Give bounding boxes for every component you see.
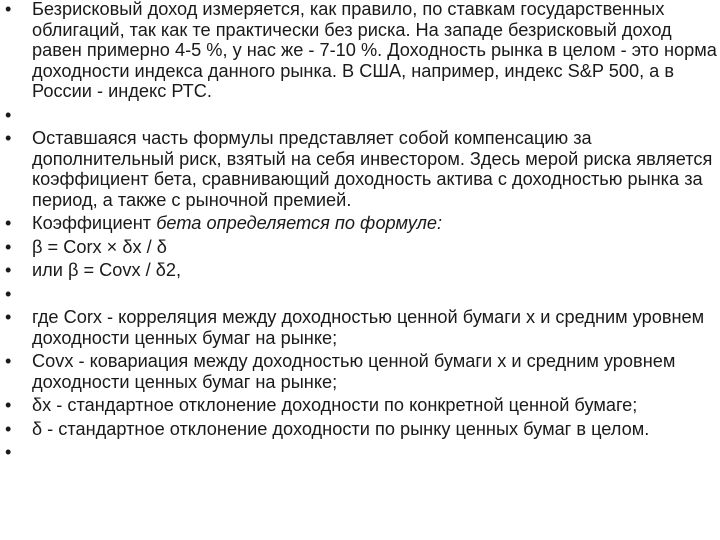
bullet-dot: •: [5, 213, 12, 233]
bullet-dot: •: [5, 128, 12, 148]
bullet-text: Covx - ковариация между доходностью ценной бумаги x и средним уровнем доходности ценных бумаг на рынке;: [32, 351, 676, 392]
bullet-list: [5, 0, 717, 466]
formula-text: или β = Covx / δ2,: [32, 260, 182, 280]
bullet-text: δ - стандартное отклонение доходности по рынку ценных бумаг в целом.: [32, 418, 650, 439]
bullet-dot: •: [5, 283, 12, 304]
bullet-text-italic: бета определяется по формуле:: [156, 213, 443, 233]
bullet-item-empty: [5, 105, 717, 126]
bullet-dot: •: [5, 395, 12, 415]
bullet-item-corx-definition: [5, 307, 717, 348]
bullet-dot: •: [5, 260, 12, 280]
bullet-dot: •: [5, 351, 12, 371]
bullet-text-regular: Коэффициент: [32, 213, 157, 233]
bullet-item-formula-1: [5, 237, 717, 258]
bullet-text: Оставшаяся часть формулы представляет собой компенсацию за дополнительный риск, взятый на себя инвестором. Здесь мерой риска является коэффициент бета, сравнивающий доходность актива с доходностью рынка за период, а также с рыночной премией.: [32, 128, 713, 210]
bullet-item-empty: [5, 442, 717, 463]
bullet-dot: •: [5, 236, 12, 257]
bullet-dot: •: [5, 307, 12, 327]
bullet-item-risk-compensation: [5, 128, 717, 210]
bullet-dot: •: [5, 104, 12, 125]
bullet-dot: •: [5, 418, 12, 439]
bullet-item-delta-definition: [5, 419, 717, 440]
bullet-text: Безрисковый доход измеряется, как правило, по ставкам государственных облигаций, так как те практически без риска. На западе безрисковый доход равен примерно 4-5 %, у нас же - 7-10 %. Доходность рынка в целом - это норма доходности индекса данного рынка. В США, например, индекс S&P 500, а в России - индекс РТС.: [32, 0, 717, 101]
bullet-text: [32, 213, 717, 234]
bullet-dot: •: [5, 0, 12, 19]
bullet-dot: •: [5, 442, 12, 462]
bullet-item-empty: [5, 284, 717, 305]
bullet-item-deltax-definition: [5, 395, 717, 416]
bullet-item-beta-intro: [5, 213, 717, 234]
bullet-text: где Corx - корреляция между доходностью ценной бумаги x и средним уровнем доходности ценных бумаг на рынке;: [32, 307, 705, 348]
bullet-item-risk-free-income: [5, 0, 717, 102]
bullet-item-covx-definition: [5, 351, 717, 392]
bullet-text: δx - стандартное отклонение доходности по конкретной ценной бумаге;: [32, 395, 638, 415]
bullet-item-formula-2: [5, 260, 717, 281]
formula-text: β = Corx × δx / δ: [32, 236, 167, 257]
